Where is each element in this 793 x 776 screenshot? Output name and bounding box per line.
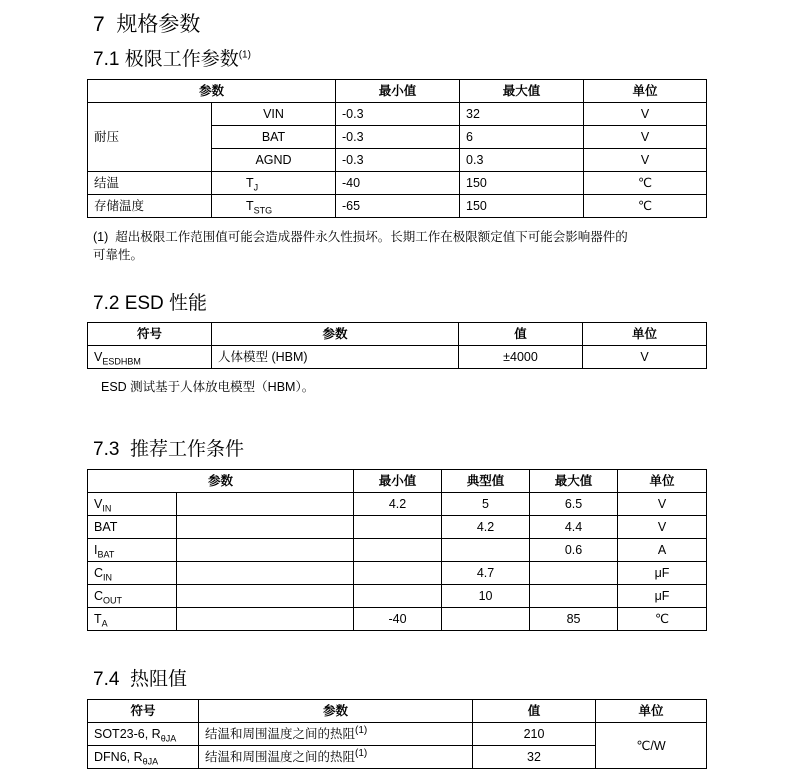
absolute-max-table [87,79,707,218]
cell-min: -65 [336,195,460,218]
cell-unit: A [618,539,707,562]
symbol-sub: STG [253,205,273,216]
cell-typ: 4.2 [442,516,530,539]
cell-max: 0.3 [460,149,584,172]
cell-max: 85 [530,608,618,631]
table-row [88,493,707,516]
section-7-4-title: 7.4 热阻值 [93,669,187,690]
cell-max: 4.4 [530,516,618,539]
thermal-resistance-table [87,699,707,769]
footnote-line-1: (1) 超出极限工作范围值可能会造成器件永久性损坏。长期工作在极限额定值下可能会影响器件的 [93,230,628,244]
cell-min: -0.3 [336,149,460,172]
cell-name: 存储温度 [88,195,212,218]
cell-typ [442,608,530,631]
parameter-text: 结温和周围温度之间的热阻 [205,727,356,741]
table-row [88,195,707,218]
cell-min [354,516,442,539]
cell-unit: ℃ [584,172,707,195]
cell-max: 150 [460,195,584,218]
cell-max: 6.5 [530,493,618,516]
cell-symbol [88,585,177,608]
symbol-main: BAT [94,520,118,534]
cell-unit: ℃ [618,608,707,631]
cell-unit: V [584,103,707,126]
cell-typ: 5 [442,493,530,516]
cell-max: 0.6 [530,539,618,562]
header-max: 最大值 [530,470,618,493]
section-7-3-title: 7.3 推荐工作条件 [93,439,244,460]
symbol-sub: J [253,182,259,193]
cell-unit: V [618,493,707,516]
header-max: 最大值 [460,80,584,103]
symbol-main: T [246,176,254,190]
symbol-main: C [94,566,104,580]
cell-unit: μF [618,562,707,585]
header-parameter: 参数 [88,470,354,493]
table-row [88,346,707,369]
cell-min: -40 [336,172,460,195]
cell-min: -40 [354,608,442,631]
header-unit: 单位 [596,700,707,723]
header-parameter: 参数 [212,323,459,346]
table-row [88,516,707,539]
cell-symbol [88,493,177,516]
symbol-main: C [94,589,104,603]
header-symbol: 符号 [88,323,212,346]
symbol-sub: OUT [103,595,123,606]
cell-max: 6 [460,126,584,149]
group-label-voltage: 耐压 [88,103,212,172]
cell-unit: V [583,346,707,369]
header-min: 最小值 [336,80,460,103]
cell-unit: ℃/W [596,723,707,769]
header-unit: 单位 [583,323,707,346]
cell-symbol: AGND [212,149,336,172]
cell-symbol [88,746,199,769]
esd-note: ESD 测试基于人体放电模型（HBM）。 [101,380,315,394]
section-7-2-title: 7.2 ESD 性能 [93,293,208,314]
symbol-main: I [94,543,98,557]
cell-symbol [212,172,336,195]
table-row [88,103,707,126]
table-row [88,608,707,631]
cell-max [530,585,618,608]
cell-symbol: VIN [212,103,336,126]
symbol-sub: BAT [97,549,115,560]
cell-name: 结温 [88,172,212,195]
recommended-conditions-table [87,469,707,631]
header-min: 最小值 [354,470,442,493]
table-row [88,539,707,562]
symbol-sub: θJA [142,756,159,767]
header-symbol: 符号 [88,700,199,723]
symbol-main: V [94,350,103,364]
header-typ: 典型值 [442,470,530,493]
section-7-title: 7 规格参数 [93,13,201,36]
header-parameter: 参数 [199,700,473,723]
symbol-main: V [94,497,103,511]
cell-empty [177,493,354,516]
header-unit: 单位 [584,80,707,103]
symbol-sub: A [101,618,108,629]
symbol-sub: IN [102,503,112,514]
header-value: 值 [473,700,596,723]
footnote-ref: (1) [355,724,368,736]
cell-value: ±4000 [459,346,583,369]
cell-value: 210 [473,723,596,746]
symbol-main: DFN6, R [94,750,143,764]
header-unit: 单位 [618,470,707,493]
footnote-line-2: 可靠性。 [93,248,144,262]
table-row [88,172,707,195]
cell-min [354,539,442,562]
cell-min: -0.3 [336,126,460,149]
table-header-row [88,323,707,346]
cell-unit: V [584,149,707,172]
cell-symbol [88,539,177,562]
cell-parameter [199,746,473,769]
cell-empty [177,585,354,608]
cell-typ: 10 [442,585,530,608]
table-row [88,723,707,746]
cell-unit: μF [618,585,707,608]
cell-symbol [88,516,177,539]
cell-symbol: BAT [212,126,336,149]
cell-unit: V [618,516,707,539]
cell-symbol [88,562,177,585]
symbol-sub: θJA [160,733,177,744]
cell-min [354,585,442,608]
header-value: 值 [459,323,583,346]
esd-table [87,322,707,369]
footnote [93,228,628,264]
cell-empty [177,608,354,631]
cell-parameter: 人体模型 (HBM) [212,346,459,369]
section-7-1-title-text: 7.1 极限工作参数 [93,49,239,70]
section-7-1-title [93,44,251,71]
cell-max: 32 [460,103,584,126]
cell-empty [177,562,354,585]
cell-max [530,562,618,585]
cell-max: 150 [460,172,584,195]
cell-min [354,562,442,585]
table-header-row [88,700,707,723]
cell-typ: 4.7 [442,562,530,585]
cell-empty [177,516,354,539]
symbol-main: T [94,612,102,626]
cell-value: 32 [473,746,596,769]
footnote-ref: (1) [355,747,368,759]
cell-symbol [88,346,212,369]
parameter-text: 结温和周围温度之间的热阻 [205,750,356,764]
cell-empty [177,539,354,562]
header-parameter: 参数 [88,80,336,103]
table-header-row [88,470,707,493]
cell-parameter [199,723,473,746]
footnote-ref: (1) [238,49,251,61]
table-row [88,585,707,608]
cell-min: 4.2 [354,493,442,516]
symbol-sub: IN [103,572,113,583]
table-header-row [88,80,707,103]
cell-min: -0.3 [336,103,460,126]
cell-unit: ℃ [584,195,707,218]
cell-symbol [212,195,336,218]
symbol-sub: ESDHBM [102,356,141,367]
cell-symbol [88,723,199,746]
table-row [88,562,707,585]
cell-symbol [88,608,177,631]
cell-typ [442,539,530,562]
cell-unit: V [584,126,707,149]
symbol-main: SOT23-6, R [94,727,161,741]
symbol-main: T [246,199,254,213]
